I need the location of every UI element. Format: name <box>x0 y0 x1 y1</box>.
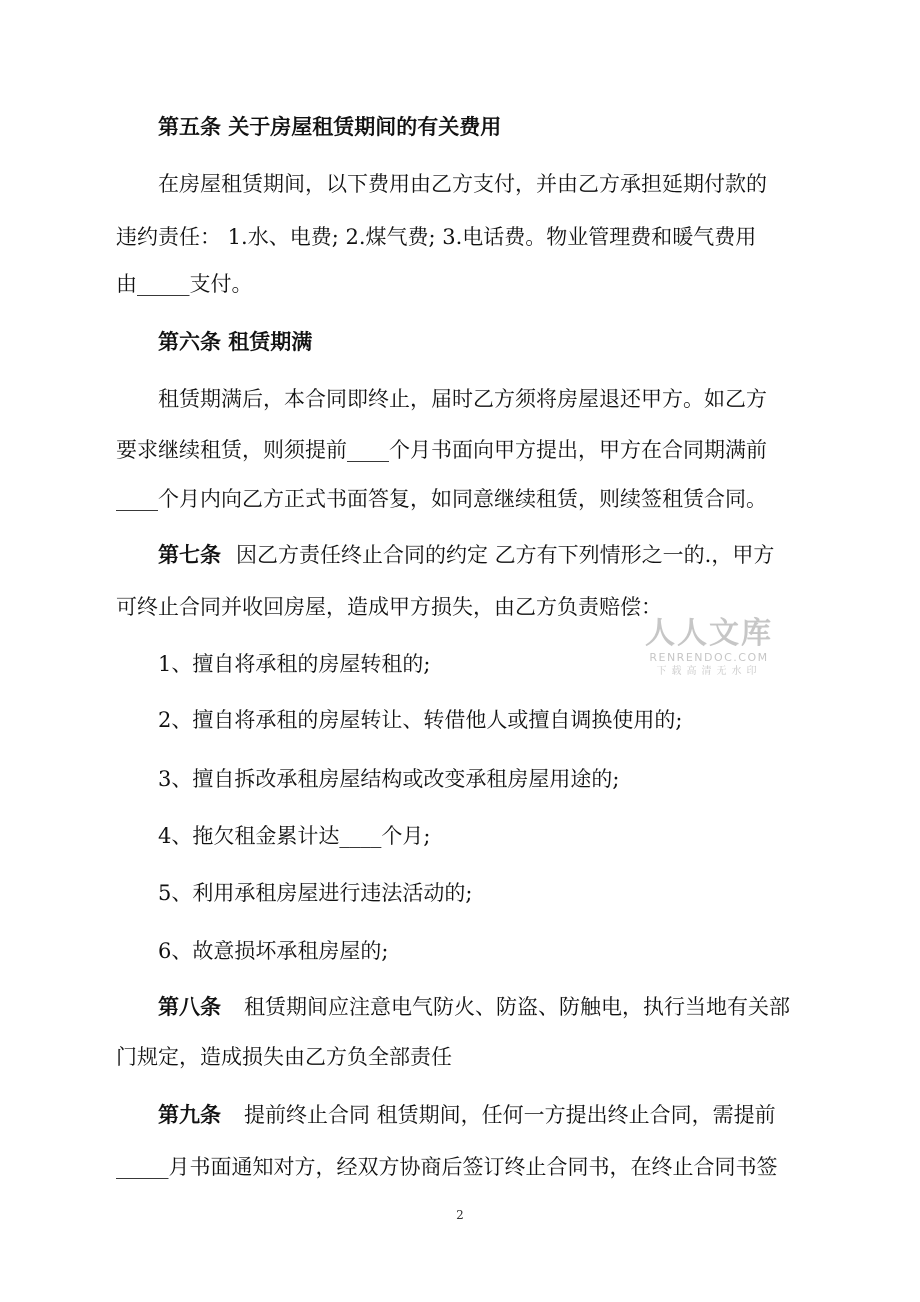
article-7-text: 因乙方责任终止合同的约定 乙方有下列情形之一的.，甲方 <box>236 543 775 567</box>
list-item: 5、利用承租房屋进行违法活动的; <box>158 881 473 905</box>
article-9-label: 第九条 <box>158 1102 221 1127</box>
watermark <box>640 617 778 679</box>
article-8-text: 租赁期间应注意电气防火、防盗、防触电，执行当地有关部 <box>244 995 790 1019</box>
paragraph-line: 由_____支付。 <box>116 272 253 296</box>
watermark-domain: RENRENDOC.COM <box>649 651 769 664</box>
article-9-text: 提前终止合同 租赁期间，任何一方提出终止合同，需提前 <box>244 1103 776 1127</box>
paragraph-line: ____个月内向乙方正式书面答复，如同意继续租赁，则续签租赁合同。 <box>116 487 767 511</box>
paragraph-line: 违约责任： 1.水、电费; 2.煤气费; 3.电话费。物业管理费和暖气费用 <box>116 225 757 249</box>
list-item: 4、拖欠租金累计达____个月; <box>158 824 431 848</box>
watermark-title: 人人文库 <box>645 616 773 651</box>
article-6-heading: 第六条 租赁期满 <box>158 329 313 354</box>
page-number: 2 <box>456 1208 464 1222</box>
article-5-heading: 第五条 关于房屋租赁期间的有关费用 <box>158 114 502 139</box>
paragraph-line: 租赁期满后，本合同即终止，届时乙方须将房屋退还甲方。如乙方 <box>158 387 767 411</box>
list-item: 2、擅自将承租的房屋转让、转借他人或擅自调换使用的; <box>158 708 683 732</box>
paragraph-line: 门规定，造成损失由乙方负全部责任 <box>116 1045 452 1069</box>
paragraph-line: 在房屋租赁期间，以下费用由乙方支付，并由乙方承担延期付款的 <box>158 172 767 196</box>
watermark-slogan: 下载高清无水印 <box>656 666 762 677</box>
paragraph-line: 要求继续租赁，则须提前____个月书面向甲方提出，甲方在合同期满前 <box>116 438 767 462</box>
paragraph-line: _____月书面通知对方，经双方协商后签订终止合同书，在终止合同书签 <box>116 1155 778 1179</box>
list-item: 6、故意损坏承租房屋的; <box>158 939 389 963</box>
list-item: 1、擅自将承租的房屋转租的; <box>158 652 431 676</box>
article-8-label: 第八条 <box>158 994 221 1019</box>
article-7-label: 第七条 <box>158 542 221 567</box>
list-item: 3、擅自拆改承租房屋结构或改变承租房屋用途的; <box>158 767 620 791</box>
paragraph-line: 可终止合同并收回房屋，造成甲方损失，由乙方负责赔偿： <box>116 595 662 619</box>
